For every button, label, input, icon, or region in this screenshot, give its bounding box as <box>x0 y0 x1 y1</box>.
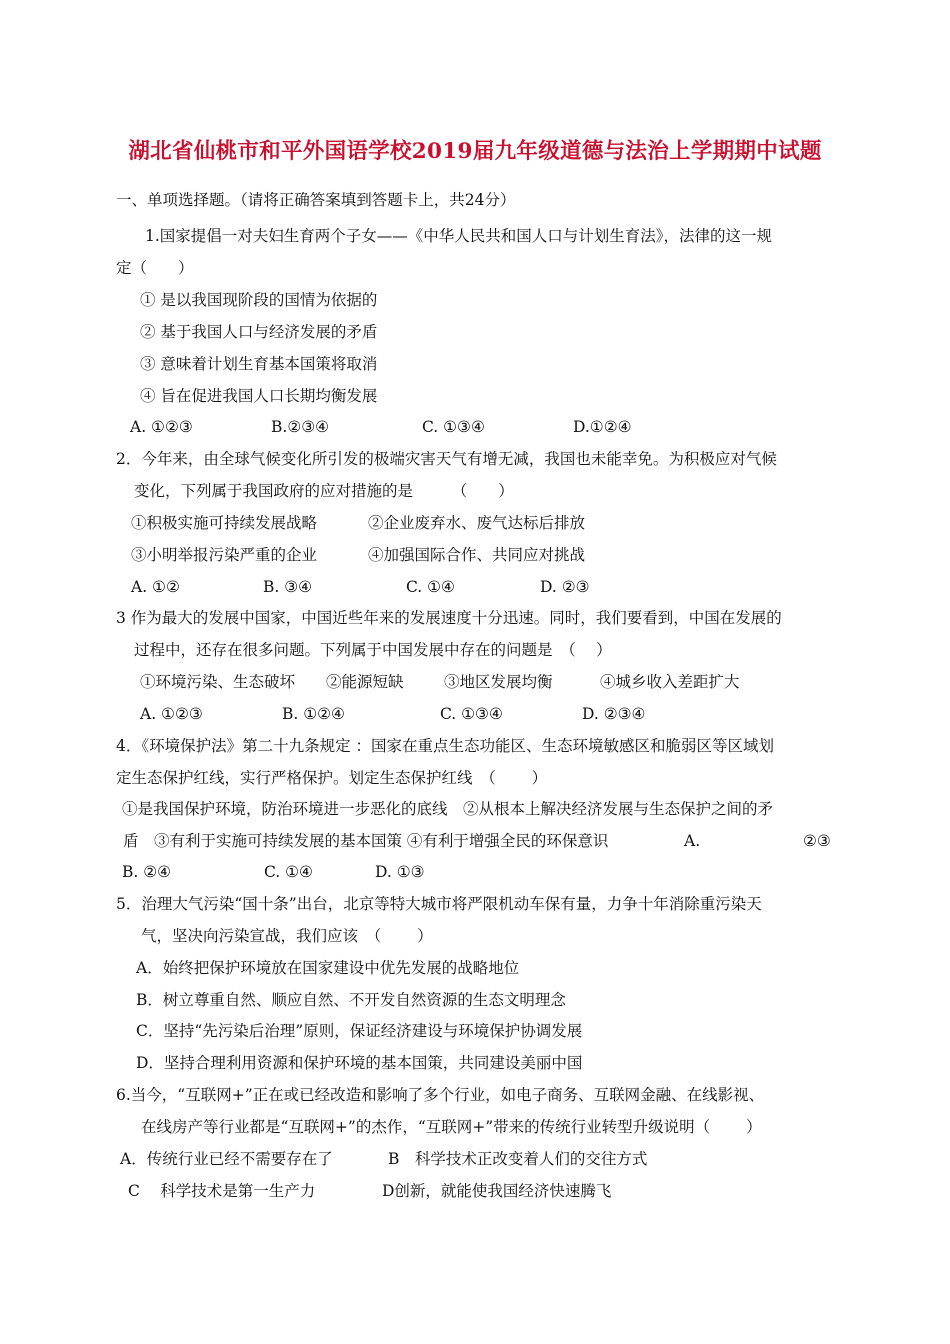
q4-option-b: B. ②④ <box>122 863 172 881</box>
q3-stem-line-2: 过程中，还存在很多问题。下列属于中国发展中存在的问题是 （ ） <box>134 641 612 659</box>
q2-option-c: C. ①④ <box>406 578 455 596</box>
q3-item-2: ②能源短缺 <box>326 673 404 691</box>
q2-option-b: B. ③④ <box>263 578 313 596</box>
q4-line-4: 盾 ③有利于实施可持续发展的基本国策 ④有利于增强全民的环保意识 <box>123 832 609 850</box>
q6-option-a: A．传统行业已经不需要存在了 <box>120 1150 333 1168</box>
q1-option-c: C. ①③④ <box>422 418 485 436</box>
q5-option-b: B．树立尊重自然、顺应自然、不开发自然资源的生态文明理念 <box>136 991 566 1009</box>
q6-option-d: D创新，就能使我国经济快速腾飞 <box>382 1182 612 1200</box>
q4-option-a-label: A. <box>684 832 701 850</box>
q1-option-b: B.②③④ <box>271 418 330 436</box>
q3-option-a: A. ①②③ <box>140 705 203 723</box>
q2-item-3: ③小明举报污染严重的企业 <box>131 546 318 564</box>
q6-stem-line-1: 6.当今，“互联网+”正在或已经改造和影响了多个行业，如电子商务、互联网金融、在线影视、 <box>116 1086 765 1104</box>
q1-item-1: ① 是以我国现阶段的国情为依据的 <box>140 291 378 309</box>
q4-line-3: ①是我国保护环境，防治环境进一步恶化的底线 ②从根本上解决经济发展与生态保护之间的矛 <box>122 800 774 818</box>
q4-option-c: C. ①④ <box>264 863 313 881</box>
q1-stem-line-1: 1.国家提倡一对夫妇生育两个子女——《中华人民共和国人口与计划生育法》，法律的这一规 <box>145 227 773 245</box>
q4-option-d: D. ①③ <box>375 863 425 881</box>
q1-item-2: ② 基于我国人口与经济发展的矛盾 <box>140 323 378 341</box>
q3-item-1: ①环境污染、生态破坏 <box>140 673 296 691</box>
q4-stem-line-2: 定生态保护红线，实行严格保护。划定生态保护红线 （ ） <box>116 769 548 787</box>
q4-option-a-value: ②③ <box>803 832 831 850</box>
q5-option-a: A．始终把保护环境放在国家建设中优先发展的战略地位 <box>136 959 520 977</box>
q6-stem-line-2: 在线房产等行业都是“互联网+”的杰作，“互联网+”带来的传统行业转型升级说明（ ） <box>141 1118 762 1136</box>
q1-stem-line-2: 定（ ） <box>116 259 194 277</box>
q6-option-c: C 科学技术是第一生产力 <box>128 1182 316 1200</box>
section-heading: 一、单项选择题。（请将正确答案填到答题卡上，共24分） <box>116 191 516 209</box>
q2-stem-line-2: 变化，下列属于我国政府的应对措施的是 （ ） <box>134 482 514 500</box>
q5-stem-line-2: 气，坚决向污染宣战，我们应该 （ ） <box>141 927 433 945</box>
q2-item-4: ④加强国际合作、共同应对挑战 <box>368 546 586 564</box>
q5-stem-line-1: 5．治理大气污染“国十条”出台，北京等特大城市将严限机动车保有量，力争十年消除重污染天 <box>116 895 762 913</box>
q1-option-d: D.①②④ <box>573 418 632 436</box>
q3-option-c: C. ①③④ <box>440 705 503 723</box>
page-title: 湖北省仙桃市和平外国语学校2019届九年级道德与法治上学期期中试题 <box>128 139 822 164</box>
q1-item-3: ③ 意味着计划生育基本国策将取消 <box>140 355 378 373</box>
q2-item-1: ①积极实施可持续发展战略 <box>131 514 318 532</box>
q5-option-c: C．坚持“先污染后治理”原则，保证经济建设与环境保护协调发展 <box>136 1022 583 1040</box>
q3-option-b: B. ①②④ <box>282 705 345 723</box>
q3-option-d: D. ②③④ <box>582 705 646 723</box>
q3-item-4: ④城乡收入差距扩大 <box>600 673 740 691</box>
q3-item-3: ③地区发展均衡 <box>444 673 553 691</box>
q2-option-a: A. ①② <box>131 578 180 596</box>
q2-option-d: D. ②③ <box>540 578 590 596</box>
q5-option-d: D．坚持合理利用资源和保护环境的基本国策，共同建设美丽中国 <box>136 1054 583 1072</box>
q4-stem-line-1: 4．《环境保护法》第二十九条规定 ：国家在重点生态功能区、生态环境敏感区和脆弱区等区域划 <box>116 737 775 755</box>
q1-item-4: ④ 旨在促进我国人口长期均衡发展 <box>140 387 378 405</box>
q6-option-b: B 科学技术正改变着人们的交往方式 <box>388 1150 648 1168</box>
q2-stem-line-1: 2．今年来，由全球气候变化所引发的极端灾害天气有增无减，我国也未能幸免。为积极应对气候 <box>116 450 777 468</box>
q3-stem-line-1: 3 作为最大的发展中国家，中国近些年来的发展速度十分迅速。同时，我们要看到，中国在发展的 <box>116 609 782 627</box>
q2-item-2: ②企业废弃水、废气达标后排放 <box>368 514 586 532</box>
q1-option-a: A. ①②③ <box>130 418 193 436</box>
